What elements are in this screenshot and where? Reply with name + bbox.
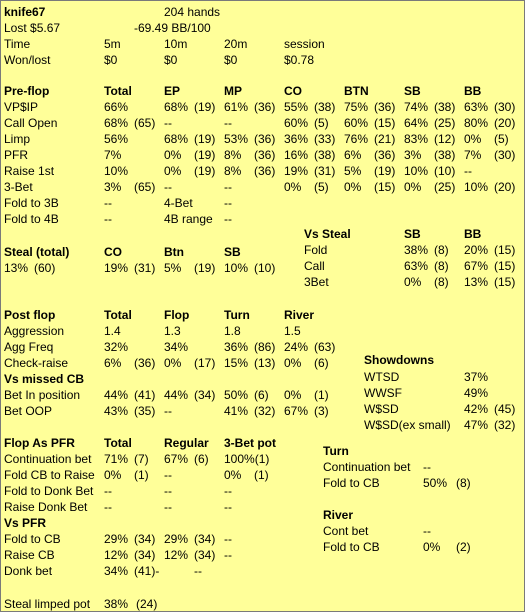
aggfreq-total: 32% bbox=[104, 340, 129, 354]
cbet-label: Continuation bet bbox=[4, 452, 92, 466]
steal-total-n: (60) bbox=[34, 261, 56, 275]
vssteal-3bet-bb: 13% bbox=[464, 275, 489, 289]
wonlost-5m: $0 bbox=[104, 53, 118, 67]
aggfreq-river: 24% bbox=[284, 340, 309, 354]
fourbet-range-label: 4B range bbox=[164, 212, 213, 226]
foldcbr-regular: -- bbox=[164, 468, 172, 482]
cbet-regular: 67% bbox=[164, 452, 189, 466]
vssteal-fold-label: Fold bbox=[304, 243, 328, 257]
turn-foldcb-n: (8) bbox=[456, 476, 471, 490]
betoop-turn: 41% bbox=[224, 404, 249, 418]
fold3b-label: Fold to 3B bbox=[4, 196, 59, 210]
aggression-river: 1.5 bbox=[284, 324, 301, 338]
turn-title: Turn bbox=[323, 444, 349, 458]
preflop-col-co: CO bbox=[284, 84, 302, 98]
fourbet-range-value: -- bbox=[224, 212, 232, 226]
pfr-total: 7% bbox=[104, 148, 122, 162]
betip-turn-n: (6) bbox=[254, 388, 269, 402]
vsmissed-title: Vs missed CB bbox=[4, 372, 85, 386]
vspfr-foldcb-label: Fold to CB bbox=[4, 532, 61, 546]
time-col-10m: 10m bbox=[164, 37, 188, 51]
limp-total: 56% bbox=[104, 132, 129, 146]
limp-bb: 0% bbox=[464, 132, 482, 146]
pfr-btn: 6% bbox=[344, 148, 362, 162]
flopaspfr-col-3betpot: 3-Bet pot bbox=[224, 436, 276, 450]
time-col-session: session bbox=[284, 37, 325, 51]
limp-label: Limp bbox=[4, 132, 31, 146]
postflop-col-flop: Flop bbox=[164, 308, 190, 322]
steal-sb-n: (10) bbox=[254, 261, 276, 275]
vspfr-donk-regular: -- bbox=[194, 564, 202, 578]
vspfr-foldcb-3betpot: -- bbox=[224, 532, 232, 546]
fourbet-value: -- bbox=[224, 196, 232, 210]
steallimped-n: (24) bbox=[136, 597, 158, 611]
raisedonk-total: -- bbox=[104, 500, 112, 514]
pfr-bb-n: (30) bbox=[494, 148, 516, 162]
aggression-total: 1.4 bbox=[104, 324, 121, 338]
steal-title: Steal (total) bbox=[4, 245, 70, 259]
time-col-20m: 20m bbox=[224, 37, 248, 51]
cbet-total-n: (7) bbox=[134, 452, 149, 466]
callopen-total-n: (65) bbox=[134, 116, 156, 130]
betoop-total-n: (35) bbox=[134, 404, 156, 418]
vspfr-donk-label: Donk bet bbox=[4, 564, 53, 578]
limp-mp: 53% bbox=[224, 132, 249, 146]
vpip-total: 66% bbox=[104, 100, 129, 114]
threebet-co: 0% bbox=[284, 180, 302, 194]
fold4b-label: Fold to 4B bbox=[4, 212, 59, 226]
aggression-turn: 1.8 bbox=[224, 324, 241, 338]
aggfreq-turn: 36% bbox=[224, 340, 249, 354]
fourbet-label: 4-Bet bbox=[164, 196, 193, 210]
steal-btn: 5% bbox=[164, 261, 182, 275]
callopen-total: 68% bbox=[104, 116, 129, 130]
turn-cbet-value: -- bbox=[423, 460, 431, 474]
wonlost-20m: $0 bbox=[224, 53, 238, 67]
vssteal-3bet-bb-n: (15) bbox=[494, 275, 516, 289]
callopen-btn: 60% bbox=[344, 116, 369, 130]
vssteal-3bet-label: 3Bet bbox=[304, 275, 329, 289]
threebet-bb-n: (20) bbox=[494, 180, 516, 194]
pfr-mp: 8% bbox=[224, 148, 242, 162]
checkraise-total: 6% bbox=[104, 356, 122, 370]
flopaspfr-title: Flop As PFR bbox=[4, 436, 75, 450]
callopen-bb: 80% bbox=[464, 116, 489, 130]
wsd-value: 42% bbox=[464, 402, 489, 416]
pfr-sb: 3% bbox=[404, 148, 422, 162]
callopen-sb-n: (25) bbox=[434, 116, 456, 130]
folddonk-regular: -- bbox=[164, 484, 172, 498]
threebet-sb: 0% bbox=[404, 180, 422, 194]
betip-label: Bet In position bbox=[4, 388, 81, 402]
preflop-col-mp: MP bbox=[224, 84, 242, 98]
river-foldcb-value: 0% bbox=[423, 540, 441, 554]
preflop-col-bb: BB bbox=[464, 84, 482, 98]
folddonk-3betpot: -- bbox=[224, 484, 232, 498]
betip-flop: 44% bbox=[164, 388, 189, 402]
flopaspfr-col-total: Total bbox=[104, 436, 132, 450]
vpip-bb-n: (30) bbox=[494, 100, 516, 114]
steal-co-n: (31) bbox=[134, 261, 156, 275]
limp-mp-n: (36) bbox=[254, 132, 276, 146]
callopen-ep: -- bbox=[164, 116, 172, 130]
vpip-label: VP$IP bbox=[4, 100, 39, 114]
threebet-total-n: (65) bbox=[134, 180, 156, 194]
folddonk-total: -- bbox=[104, 484, 112, 498]
wtsd-value: 37% bbox=[464, 370, 489, 384]
pfr-mp-n: (36) bbox=[254, 148, 276, 162]
postflop-col-river: River bbox=[284, 308, 315, 322]
aggfreq-label: Agg Freq bbox=[4, 340, 54, 354]
steal-col-sb: SB bbox=[224, 245, 241, 259]
wonlost-label: Won/lost bbox=[4, 53, 51, 67]
checkraise-total-n: (36) bbox=[134, 356, 156, 370]
steallimped-label: Steal limped pot bbox=[4, 597, 91, 611]
betip-river: 0% bbox=[284, 388, 302, 402]
limp-sb-n: (12) bbox=[434, 132, 456, 146]
steal-col-btn: Btn bbox=[164, 245, 184, 259]
raise1st-btn-n: (19) bbox=[374, 164, 396, 178]
vpip-co-n: (38) bbox=[314, 100, 336, 114]
vpip-btn-n: (36) bbox=[374, 100, 396, 114]
threebet-ep: -- bbox=[164, 180, 172, 194]
vspfr-raisecb-regular-n: (34) bbox=[194, 548, 216, 562]
checkraise-turn-n: (13) bbox=[254, 356, 276, 370]
wsd-label: W$SD bbox=[364, 402, 399, 416]
callopen-label: Call Open bbox=[4, 116, 58, 130]
limp-btn-n: (21) bbox=[374, 132, 396, 146]
raise1st-total: 10% bbox=[104, 164, 129, 178]
threebet-btn-n: (15) bbox=[374, 180, 396, 194]
vspfr-raisecb-total-n: (34) bbox=[134, 548, 156, 562]
vspfr-foldcb-total: 29% bbox=[104, 532, 129, 546]
vspfr-donk-total-n: (41)- bbox=[134, 564, 160, 578]
flopaspfr-col-regular: Regular bbox=[164, 436, 209, 450]
steal-co: 19% bbox=[104, 261, 129, 275]
vspfr-title: Vs PFR bbox=[4, 516, 47, 530]
vpip-co: 55% bbox=[284, 100, 309, 114]
steal-total: 13% bbox=[4, 261, 29, 275]
raise1st-mp-n: (36) bbox=[254, 164, 276, 178]
steal-btn-n: (19) bbox=[194, 261, 216, 275]
river-cbet-value: -- bbox=[423, 524, 431, 538]
foldcbr-label: Fold CB to Raise bbox=[4, 468, 95, 482]
wsdx-label: W$SD(ex small) bbox=[364, 418, 451, 432]
callopen-bb-n: (20) bbox=[494, 116, 516, 130]
raise1st-label: Raise 1st bbox=[4, 164, 55, 178]
cbet-total: 71% bbox=[104, 452, 129, 466]
vspfr-foldcb-regular-n: (34) bbox=[194, 532, 216, 546]
vssteal-fold-sb: 38% bbox=[404, 243, 429, 257]
raise1st-mp: 8% bbox=[224, 164, 242, 178]
betoop-label: Bet OOP bbox=[4, 404, 53, 418]
hands-count: 204 hands bbox=[164, 5, 221, 19]
raise1st-btn: 5% bbox=[344, 164, 362, 178]
vpip-sb: 74% bbox=[404, 100, 429, 114]
threebet-label: 3-Bet bbox=[4, 180, 33, 194]
callopen-sb: 64% bbox=[404, 116, 429, 130]
betip-flop-n: (34) bbox=[194, 388, 216, 402]
steallimped-value: 38% bbox=[104, 597, 129, 611]
river-foldcb-label: Fold to CB bbox=[323, 540, 380, 554]
threebet-bb: 10% bbox=[464, 180, 489, 194]
vspfr-raisecb-regular: 12% bbox=[164, 548, 189, 562]
vpip-mp-n: (36) bbox=[254, 100, 276, 114]
callopen-mp: -- bbox=[224, 116, 232, 130]
threebet-total: 3% bbox=[104, 180, 122, 194]
aggfreq-flop: 34% bbox=[164, 340, 189, 354]
preflop-title: Pre-flop bbox=[4, 84, 50, 98]
wtsd-label: WTSD bbox=[364, 370, 400, 384]
raisedonk-label: Raise Donk Bet bbox=[4, 500, 88, 514]
betoop-river-n: (3) bbox=[314, 404, 329, 418]
wsdx-value: 47% bbox=[464, 418, 489, 432]
showdowns-title: Showdowns bbox=[364, 353, 434, 367]
vssteal-fold-bb-n: (15) bbox=[494, 243, 516, 257]
preflop-col-btn: BTN bbox=[344, 84, 369, 98]
pfr-ep-n: (19) bbox=[194, 148, 216, 162]
checkraise-turn: 15% bbox=[224, 356, 249, 370]
checkraise-river: 0% bbox=[284, 356, 302, 370]
vpip-mp: 61% bbox=[224, 100, 249, 114]
limp-bb-n: (5) bbox=[494, 132, 509, 146]
fold3b-value: -- bbox=[104, 196, 112, 210]
callopen-co: 60% bbox=[284, 116, 309, 130]
raisedonk-regular: -- bbox=[164, 500, 172, 514]
vssteal-call-bb-n: (15) bbox=[494, 259, 516, 273]
vssteal-call-sb: 63% bbox=[404, 259, 429, 273]
wwsf-value: 49% bbox=[464, 386, 489, 400]
threebet-mp: -- bbox=[224, 180, 232, 194]
bb-per-100: -69.49 BB/100 bbox=[134, 21, 211, 35]
foldcbr-total-n: (1) bbox=[134, 468, 149, 482]
limp-co: 36% bbox=[284, 132, 309, 146]
betoop-total: 43% bbox=[104, 404, 129, 418]
betoop-turn-n: (32) bbox=[254, 404, 276, 418]
aggfreq-river-n: (63) bbox=[314, 340, 336, 354]
raise1st-sb-n: (10) bbox=[434, 164, 456, 178]
betip-total: 44% bbox=[104, 388, 129, 402]
vssteal-col-bb: BB bbox=[464, 227, 482, 241]
cbet-3betpot: 100%(1) bbox=[224, 452, 270, 466]
foldcbr-3betpot: 0% bbox=[224, 468, 242, 482]
betoop-flop: -- bbox=[164, 404, 172, 418]
betoop-river: 67% bbox=[284, 404, 309, 418]
fold4b-value: -- bbox=[104, 212, 112, 226]
player-name: knife67 bbox=[4, 5, 46, 19]
vpip-ep: 68% bbox=[164, 100, 189, 114]
vpip-bb: 63% bbox=[464, 100, 489, 114]
betip-total-n: (41) bbox=[134, 388, 156, 402]
foldcbr-total: 0% bbox=[104, 468, 122, 482]
vpip-sb-n: (38) bbox=[434, 100, 456, 114]
river-foldcb-n: (2) bbox=[456, 540, 471, 554]
raise1st-bb: -- bbox=[464, 164, 472, 178]
wonlost-session: $0.78 bbox=[284, 53, 315, 67]
raisedonk-3betpot: -- bbox=[224, 500, 232, 514]
callopen-co-n: (5) bbox=[314, 116, 329, 130]
checkraise-label: Check-raise bbox=[4, 356, 69, 370]
limp-co-n: (33) bbox=[314, 132, 336, 146]
foldcbr-3betpot-n: (1) bbox=[254, 468, 269, 482]
pfr-co: 16% bbox=[284, 148, 309, 162]
lost-amount: Lost $5.67 bbox=[4, 21, 61, 35]
pfr-co-n: (38) bbox=[314, 148, 336, 162]
aggfreq-turn-n: (86) bbox=[254, 340, 276, 354]
postflop-col-total: Total bbox=[104, 308, 132, 322]
checkraise-river-n: (6) bbox=[314, 356, 329, 370]
raise1st-ep: 0% bbox=[164, 164, 182, 178]
postflop-title: Post flop bbox=[4, 308, 56, 322]
vssteal-fold-sb-n: (8) bbox=[434, 243, 449, 257]
betip-turn: 50% bbox=[224, 388, 249, 402]
wsd-n: (45) bbox=[494, 402, 516, 416]
raise1st-ep-n: (19) bbox=[194, 164, 216, 178]
vssteal-call-bb: 67% bbox=[464, 259, 489, 273]
vssteal-title: Vs Steal bbox=[304, 227, 351, 241]
pfr-btn-n: (36) bbox=[374, 148, 396, 162]
postflop-col-turn: Turn bbox=[224, 308, 250, 322]
vspfr-raisecb-3betpot: -- bbox=[224, 548, 232, 562]
threebet-btn: 0% bbox=[344, 180, 362, 194]
turn-cbet-label: Continuation bet bbox=[323, 460, 411, 474]
river-cbet-label: Cont bet bbox=[323, 524, 369, 538]
steal-col-co: CO bbox=[104, 245, 122, 259]
vspfr-donk-total: 34% bbox=[104, 564, 129, 578]
time-label: Time bbox=[4, 37, 31, 51]
vspfr-foldcb-total-n: (34) bbox=[134, 532, 156, 546]
threebet-sb-n: (25) bbox=[434, 180, 456, 194]
vpip-btn: 75% bbox=[344, 100, 369, 114]
cbet-regular-n: (6) bbox=[194, 452, 209, 466]
raise1st-co-n: (31) bbox=[314, 164, 336, 178]
pfr-ep: 0% bbox=[164, 148, 182, 162]
aggression-flop: 1.3 bbox=[164, 324, 181, 338]
preflop-col-total: Total bbox=[104, 84, 132, 98]
vssteal-fold-bb: 20% bbox=[464, 243, 489, 257]
vssteal-3bet-sb: 0% bbox=[404, 275, 422, 289]
checkraise-flop: 0% bbox=[164, 356, 182, 370]
pfr-bb: 7% bbox=[464, 148, 482, 162]
preflop-col-ep: EP bbox=[164, 84, 181, 98]
pfr-label: PFR bbox=[4, 148, 28, 162]
vspfr-raisecb-total: 12% bbox=[104, 548, 129, 562]
vssteal-col-sb: SB bbox=[404, 227, 421, 241]
wwsf-label: WWSF bbox=[364, 386, 402, 400]
vssteal-call-label: Call bbox=[304, 259, 325, 273]
threebet-co-n: (5) bbox=[314, 180, 329, 194]
turn-foldcb-label: Fold to CB bbox=[323, 476, 380, 490]
vssteal-call-sb-n: (8) bbox=[434, 259, 449, 273]
wsdx-n: (32) bbox=[494, 418, 516, 432]
callopen-btn-n: (15) bbox=[374, 116, 396, 130]
vssteal-3bet-sb-n: (8) bbox=[434, 275, 449, 289]
vspfr-foldcb-regular: 29% bbox=[164, 532, 189, 546]
vspfr-raisecb-label: Raise CB bbox=[4, 548, 55, 562]
limp-btn: 76% bbox=[344, 132, 369, 146]
turn-foldcb-value: 50% bbox=[423, 476, 448, 490]
vpip-ep-n: (19) bbox=[194, 100, 216, 114]
steal-sb: 10% bbox=[224, 261, 249, 275]
folddonk-label: Fold to Donk Bet bbox=[4, 484, 94, 498]
time-col-5m: 5m bbox=[104, 37, 121, 51]
limp-ep-n: (19) bbox=[194, 132, 216, 146]
river-title: River bbox=[323, 508, 354, 522]
pfr-sb-n: (38) bbox=[434, 148, 456, 162]
checkraise-flop-n: (17) bbox=[194, 356, 216, 370]
aggression-label: Aggression bbox=[4, 324, 65, 338]
raise1st-co: 19% bbox=[284, 164, 309, 178]
limp-ep: 68% bbox=[164, 132, 189, 146]
betip-river-n: (1) bbox=[314, 388, 329, 402]
raise1st-sb: 10% bbox=[404, 164, 429, 178]
wonlost-10m: $0 bbox=[164, 53, 178, 67]
preflop-col-sb: SB bbox=[404, 84, 421, 98]
limp-sb: 83% bbox=[404, 132, 429, 146]
